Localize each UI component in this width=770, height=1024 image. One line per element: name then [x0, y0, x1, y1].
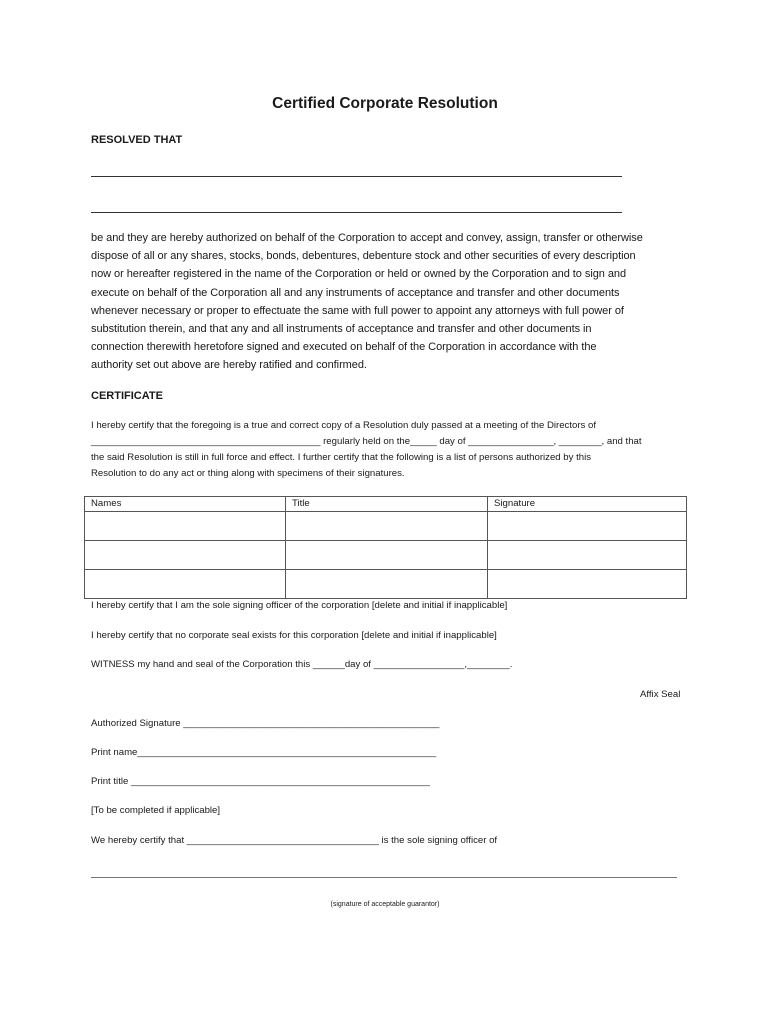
header-title: Title	[286, 497, 488, 512]
guarantor-caption: (signature of acceptable guarantor)	[330, 901, 440, 908]
certificate-line: Resolution to do any act or thing along with specimens of their signatures.	[91, 468, 405, 479]
print-name-field[interactable]: Print name________________________________________________________	[91, 747, 437, 758]
guarantor-signature-line	[91, 877, 677, 878]
name-cell[interactable]	[85, 570, 286, 599]
header-names: Names	[85, 497, 286, 512]
signature-cell[interactable]	[488, 512, 687, 541]
certificate-line: ___________________________________________ regularly held on the_____ day of ________________, ________, and that	[91, 436, 642, 447]
title-cell[interactable]	[286, 570, 488, 599]
paragraph-line: connection therewith heretofore signed and executed on behalf of the Corporation in accordance with the	[91, 341, 597, 354]
certificate-paragraph	[91, 418, 642, 482]
print-title-field[interactable]: Print title ________________________________________________________	[91, 776, 430, 787]
document-title: Certified Corporate Resolution	[272, 95, 498, 112]
paragraph-line: execute on behalf of the Corporation all and any instruments of acceptance and transfer and other documents	[91, 286, 620, 299]
certificate-heading: CERTIFICATE	[91, 390, 163, 402]
signature-cell[interactable]	[488, 570, 687, 599]
to-be-completed-note: [To be completed if applicable]	[91, 805, 221, 816]
sole-officer-statement: I hereby certify that I am the sole signing officer of the corporation [delete and initial if inapplicable]	[91, 600, 508, 611]
table-row	[85, 570, 687, 599]
table-header-row	[85, 497, 687, 512]
name-cell[interactable]	[85, 512, 286, 541]
paragraph-line: whenever necessary or proper to effectuate the same with full power to appoint any attorneys with full power of	[91, 304, 624, 317]
header-signature: Signature	[488, 497, 687, 512]
witness-statement: WITNESS my hand and seal of the Corporation this ______day of _________________,________.	[91, 659, 513, 670]
certificate-line: I hereby certify that the foregoing is a true and correct copy of a Resolution duly passed at a meeting of the Directors of	[91, 420, 597, 431]
no-seal-statement: I hereby certify that no corporate seal exists for this corporation [delete and initial if inapplicable]	[91, 630, 497, 641]
resolved-heading: RESOLVED THAT	[91, 134, 183, 146]
paragraph-line: now or hereafter registered in the name of the Corporation or held or owned by the Corporation and to sign and	[91, 268, 627, 281]
paragraph-line: be and they are hereby authorized on behalf of the Corporation to accept and convey, assign, transfer or otherwise	[91, 232, 643, 244]
resolution-blank-line-2	[91, 212, 622, 213]
certificate-line: the said Resolution is still in full force and effect. I further certify that the following is a list of persons authorized by this	[91, 452, 592, 463]
we-certify-statement[interactable]: We hereby certify that ____________________________________ is the sole signing officer of	[91, 835, 498, 846]
affix-seal-label: Affix Seal	[640, 689, 681, 700]
table-row	[85, 512, 687, 541]
signature-cell[interactable]	[488, 541, 687, 570]
paragraph-line: authority set out above are hereby ratified and confirmed.	[91, 359, 367, 372]
name-cell[interactable]	[85, 541, 286, 570]
table-row	[85, 541, 687, 570]
resolution-paragraph	[91, 229, 691, 375]
authorized-signature-field[interactable]: Authorized Signature ________________________________________________	[91, 718, 440, 729]
paragraph-line: dispose of all or any shares, stocks, bonds, debentures, debenture stock and other securities of every description	[91, 250, 636, 263]
resolution-blank-line-1	[91, 176, 622, 177]
title-cell[interactable]	[286, 541, 488, 570]
paragraph-line: substitution therein, and that any and all instruments of acceptance and transfer and other documents in	[91, 323, 592, 336]
title-cell[interactable]	[286, 512, 488, 541]
signatories-table	[84, 496, 687, 599]
